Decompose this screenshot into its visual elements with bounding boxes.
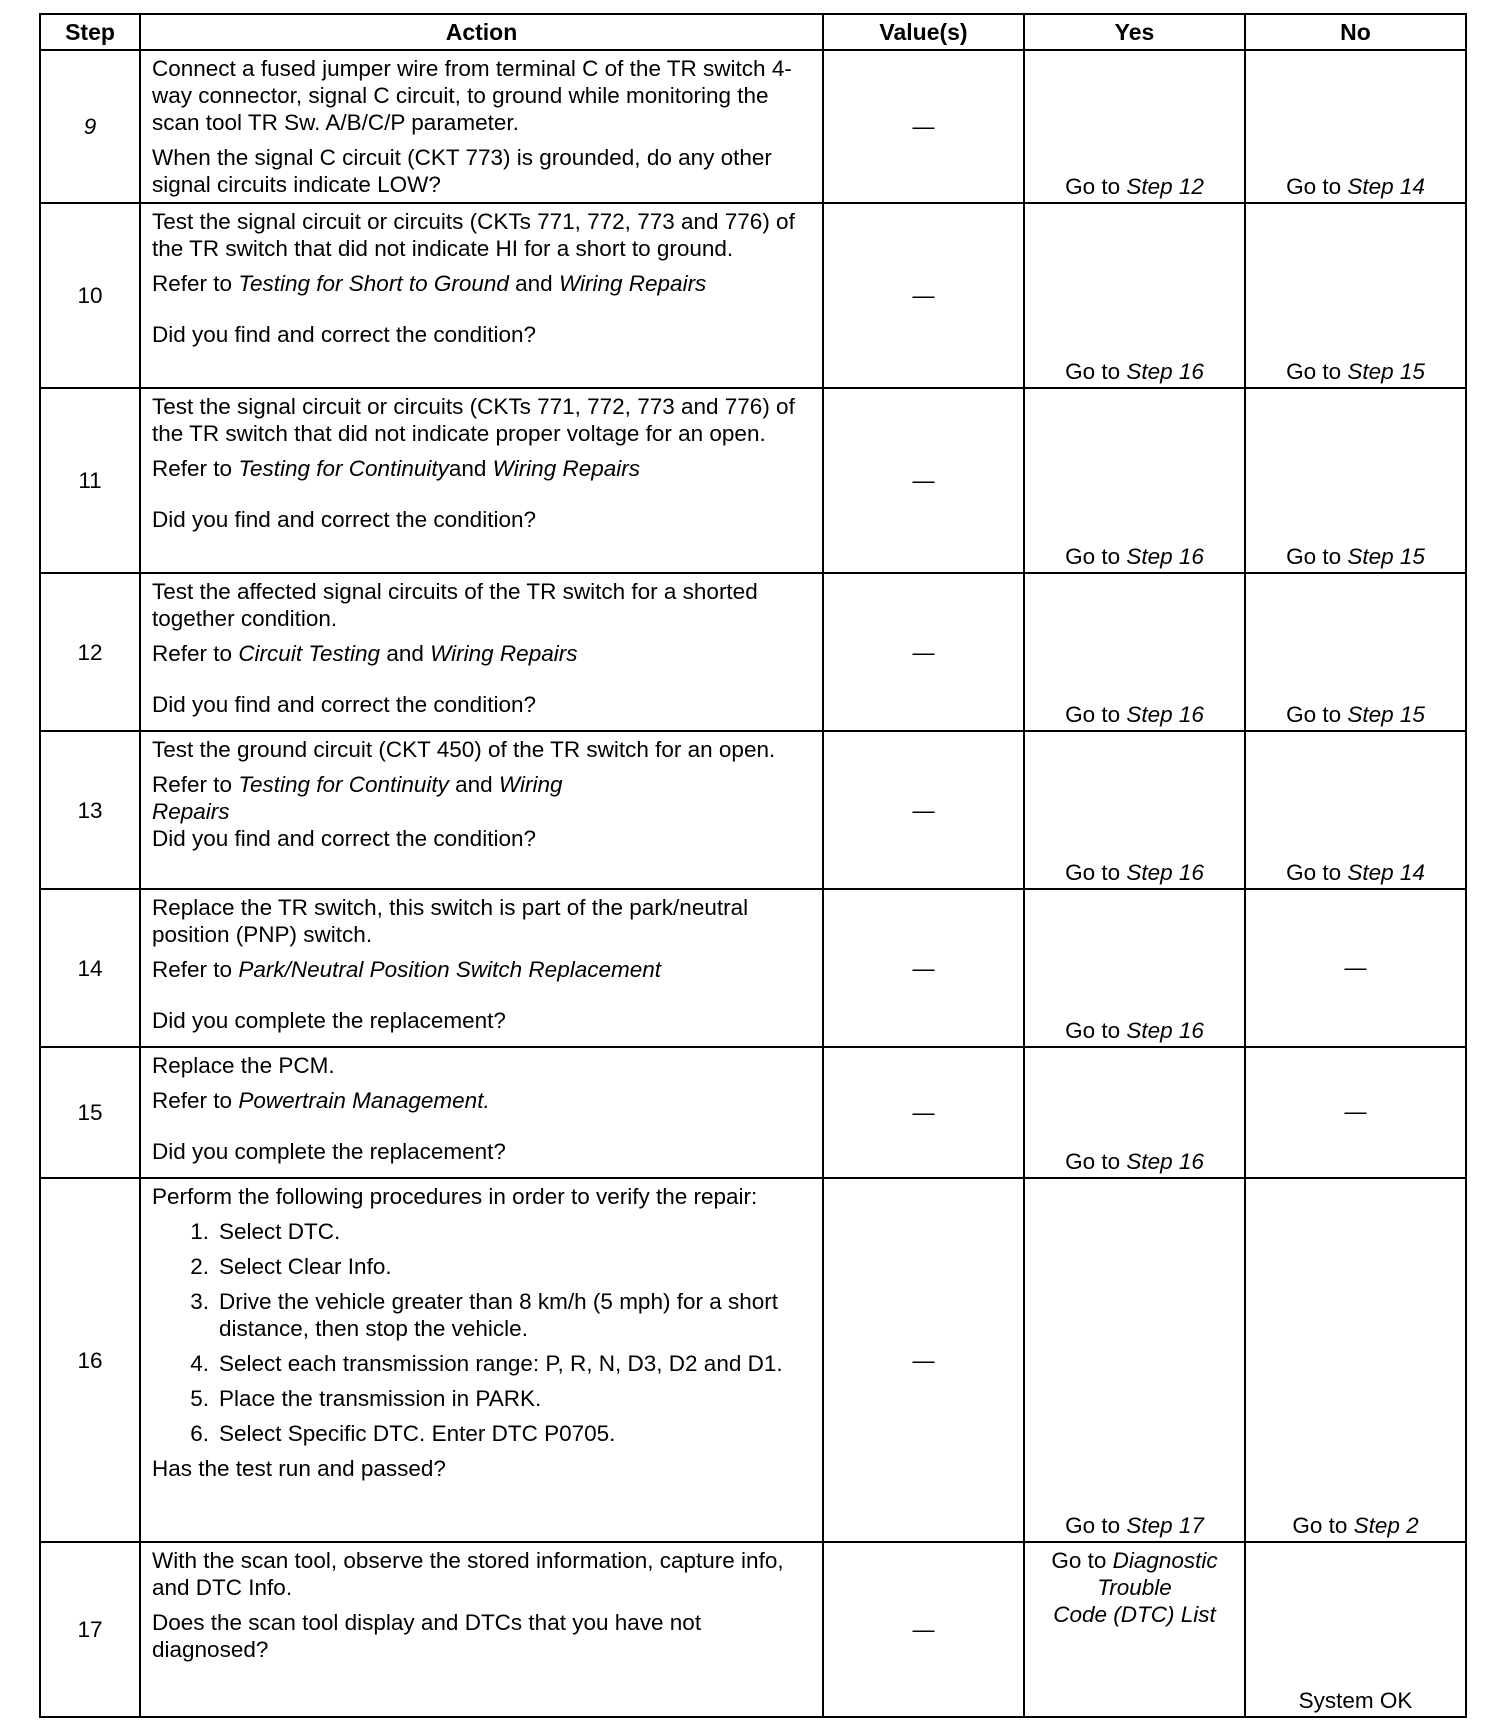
step-number: 11 [40,388,140,573]
goto-label: Go to [1286,544,1342,569]
goto-label: Go to [1286,860,1342,885]
refer-label: Refer to [152,957,233,982]
reference-link[interactable]: Wiring [498,772,563,797]
table-row [40,50,1466,203]
list-item-number: 1. [190,1219,209,1244]
no-cell[interactable] [1245,50,1466,203]
value-dash: — [912,955,935,981]
goto-label: Go to [1065,174,1121,199]
action-text: Perform the following procedures in order to verify the repair: [152,1184,758,1209]
no-cell[interactable] [1245,1178,1466,1542]
yes-cell[interactable] [1024,1047,1245,1178]
header-row [40,14,1466,50]
action-text: With the scan tool, observe the stored information, capture info, and DTC Info. [152,1548,784,1600]
reference-link[interactable]: Circuit Testing [238,641,381,666]
value-cell [823,889,1024,1047]
no-step-link[interactable]: Step 14 [1347,860,1425,885]
goto-label: Go to [1065,544,1121,569]
table-row [40,573,1466,731]
reference-link[interactable]: Testing for Short to Ground [238,271,509,296]
list-item-text: Drive the vehicle greater than 8 km/h (5 mph) for a short distance, then stop the vehicle. [219,1289,778,1341]
header-value: Value(s) [823,14,1024,50]
reference-link[interactable]: Wiring Repairs [430,641,578,666]
yes-cell[interactable] [1024,203,1245,388]
yes-cell[interactable] [1024,50,1245,203]
refer-label: Refer to [152,271,233,296]
action-question: Did you find and correct the condition? [152,322,536,347]
reference-link[interactable]: Testing for Continuity [238,456,449,481]
no-cell[interactable] [1245,573,1466,731]
goto-label: Go to [1065,860,1121,885]
value-cell [823,388,1024,573]
goto-label: Go to [1065,359,1121,384]
yes-step-link[interactable]: Step 12 [1126,174,1204,199]
yes-cell[interactable] [1024,1542,1245,1717]
list-item-text: Place the transmission in PARK. [219,1386,542,1411]
goto-label: Go to [1051,1548,1107,1573]
table-row [40,1178,1466,1542]
reference-link[interactable]: Park/Neutral Position Switch Replacement [238,957,662,982]
action-cell [140,1178,823,1542]
dtc-list-link[interactable]: Code (DTC) List [1053,1602,1216,1627]
step-number: 13 [40,731,140,889]
yes-cell[interactable] [1024,573,1245,731]
refer-label: Refer to [152,641,233,666]
step-number: 9 [40,50,140,203]
list-item-text: Select Clear Info. [219,1254,392,1279]
action-question: When the signal C circuit (CKT 773) is grounded, do any other signal circuits indicate LOW? [152,145,772,197]
value-cell [823,573,1024,731]
list-item-number: 6. [190,1421,209,1446]
action-text: Test the ground circuit (CKT 450) of the TR switch for an open. [152,737,776,762]
reference-link[interactable]: Wiring Repairs [492,456,640,481]
no-dash: — [1344,1099,1367,1124]
goto-label: Go to [1065,702,1121,727]
yes-step-link[interactable]: Step 16 [1126,860,1204,885]
action-cell [140,388,823,573]
table-row [40,203,1466,388]
no-step-link[interactable]: Step 15 [1347,359,1425,384]
no-step-link[interactable]: Step 14 [1347,174,1425,199]
action-question: Did you find and correct the condition? [152,692,536,717]
diagnostic-table-sheet [39,13,1465,1713]
no-cell [1245,889,1466,1047]
refer-label: Refer to [152,772,233,797]
value-cell [823,50,1024,203]
and-label: and [386,641,424,666]
no-cell[interactable] [1245,388,1466,573]
action-text: Connect a fused jumper wire from terminal C of the TR switch 4-way connector, signal C circuit, to ground while monitoring the scan tool TR Sw. A/B/C/P parameter. [152,56,792,135]
step-number: 16 [40,1178,140,1542]
goto-label: Go to [1286,702,1342,727]
and-label: and [448,456,487,481]
header-action: Action [140,14,823,50]
table-row [40,1047,1466,1178]
value-dash: — [912,797,935,823]
action-text: Replace the TR switch, this switch is part of the park/neutral position (PNP) switch. [152,895,749,947]
refer-line [152,1087,812,1114]
step-number: 12 [40,573,140,731]
list-item [152,1420,812,1447]
header-step: Step [40,14,140,50]
no-step-link[interactable]: Step 15 [1347,702,1425,727]
and-label: and [455,772,493,797]
goto-label: Go to [1065,1149,1121,1174]
action-question: Does the scan tool display and DTCs that you have not diagnosed? [152,1610,702,1662]
action-text: Test the signal circuit or circuits (CKTs 771, 772, 773 and 776) of the TR switch that did not indicate HI for a short to ground. [152,209,795,261]
value-cell [823,1047,1024,1178]
reference-link[interactable]: Testing for Continuity [238,772,449,797]
list-item-number: 2. [190,1254,209,1279]
value-cell [823,731,1024,889]
yes-cell[interactable] [1024,889,1245,1047]
value-dash: — [912,639,935,665]
refer-line [152,956,812,983]
value-dash: — [912,114,935,139]
action-text: Replace the PCM. [152,1053,335,1078]
refer-line [152,270,812,297]
yes-step-link[interactable]: Step 16 [1126,702,1204,727]
system-ok-text: System OK [1298,1688,1413,1713]
and-label: and [515,271,553,296]
value-cell [823,203,1024,388]
list-item [152,1218,812,1245]
dtc-list-link[interactable]: Diagnostic [1112,1548,1218,1573]
yes-cell[interactable] [1024,1178,1245,1542]
procedure-list [152,1218,812,1447]
yes-cell[interactable] [1024,731,1245,889]
action-cell [140,203,823,388]
list-item-text: Select Specific DTC. Enter DTC P0705. [219,1421,616,1446]
refer-label: Refer to [152,1088,233,1113]
no-dash: — [1344,954,1367,980]
list-item [152,1350,812,1377]
table-row [40,1542,1466,1717]
refer-line [152,771,812,825]
reference-link[interactable]: Powertrain Management. [238,1088,490,1113]
step-number: 14 [40,889,140,1047]
no-cell [1245,1047,1466,1178]
reference-link[interactable]: Repairs [152,799,230,824]
yes-step-link[interactable]: Step 16 [1126,1149,1204,1174]
dtc-list-link[interactable]: Trouble [1097,1575,1172,1600]
action-text: Test the affected signal circuits of the TR switch for a shorted together condition. [152,579,758,631]
goto-label: Go to [1286,174,1342,199]
action-question: Did you find and correct the condition? [152,826,536,851]
list-item-number: 4. [190,1351,209,1376]
action-cell [140,1047,823,1178]
list-item-number: 3. [190,1289,209,1314]
header-yes: Yes [1024,14,1245,50]
table-row [40,731,1466,889]
action-text: Test the signal circuit or circuits (CKTs 771, 772, 773 and 776) of the TR switch that did not indicate proper voltage for an open. [152,394,795,446]
value-dash: — [912,1617,935,1642]
no-step-link[interactable]: Step 2 [1353,1513,1419,1538]
diagnostic-table [39,13,1467,1718]
value-dash: — [912,468,935,493]
refer-line [152,640,812,667]
list-item [152,1288,812,1342]
value-dash: — [912,1347,935,1373]
refer-line [152,455,812,482]
list-item [152,1385,812,1412]
action-question: Did you complete the replacement? [152,1139,506,1164]
action-question: Has the test run and passed? [152,1456,446,1481]
action-cell [140,573,823,731]
header-no: No [1245,14,1466,50]
refer-label: Refer to [152,456,233,481]
no-cell[interactable] [1245,731,1466,889]
goto-label: Go to [1065,1018,1121,1043]
goto-label: Go to [1292,1513,1348,1538]
list-item-text: Select DTC. [219,1219,341,1244]
goto-label: Go to [1286,359,1342,384]
action-cell [140,889,823,1047]
yes-step-link[interactable]: Step 17 [1126,1513,1204,1538]
value-dash: — [912,1100,935,1125]
list-item [152,1253,812,1280]
no-step-link[interactable]: Step 15 [1347,544,1425,569]
yes-step-link[interactable]: Step 16 [1126,544,1204,569]
action-cell [140,1542,823,1717]
step-number: 17 [40,1542,140,1717]
value-cell [823,1542,1024,1717]
action-cell [140,50,823,203]
no-cell[interactable] [1245,203,1466,388]
action-cell [140,731,823,889]
table-row [40,388,1466,573]
no-cell [1245,1542,1466,1717]
yes-step-link[interactable]: Step 16 [1126,359,1204,384]
yes-step-link[interactable]: Step 16 [1126,1018,1204,1043]
action-question: Did you find and correct the condition? [152,507,536,532]
step-number: 15 [40,1047,140,1178]
table-row [40,889,1466,1047]
reference-link[interactable]: Wiring Repairs [558,271,707,296]
step-number: 10 [40,203,140,388]
value-cell [823,1178,1024,1542]
list-item-number: 5. [190,1386,209,1411]
yes-cell[interactable] [1024,388,1245,573]
value-dash: — [912,283,935,308]
goto-label: Go to [1065,1513,1121,1538]
list-item-text: Select each transmission range: P, R, N, D3, D2 and D1. [219,1351,783,1376]
action-question: Did you complete the replacement? [152,1008,506,1033]
